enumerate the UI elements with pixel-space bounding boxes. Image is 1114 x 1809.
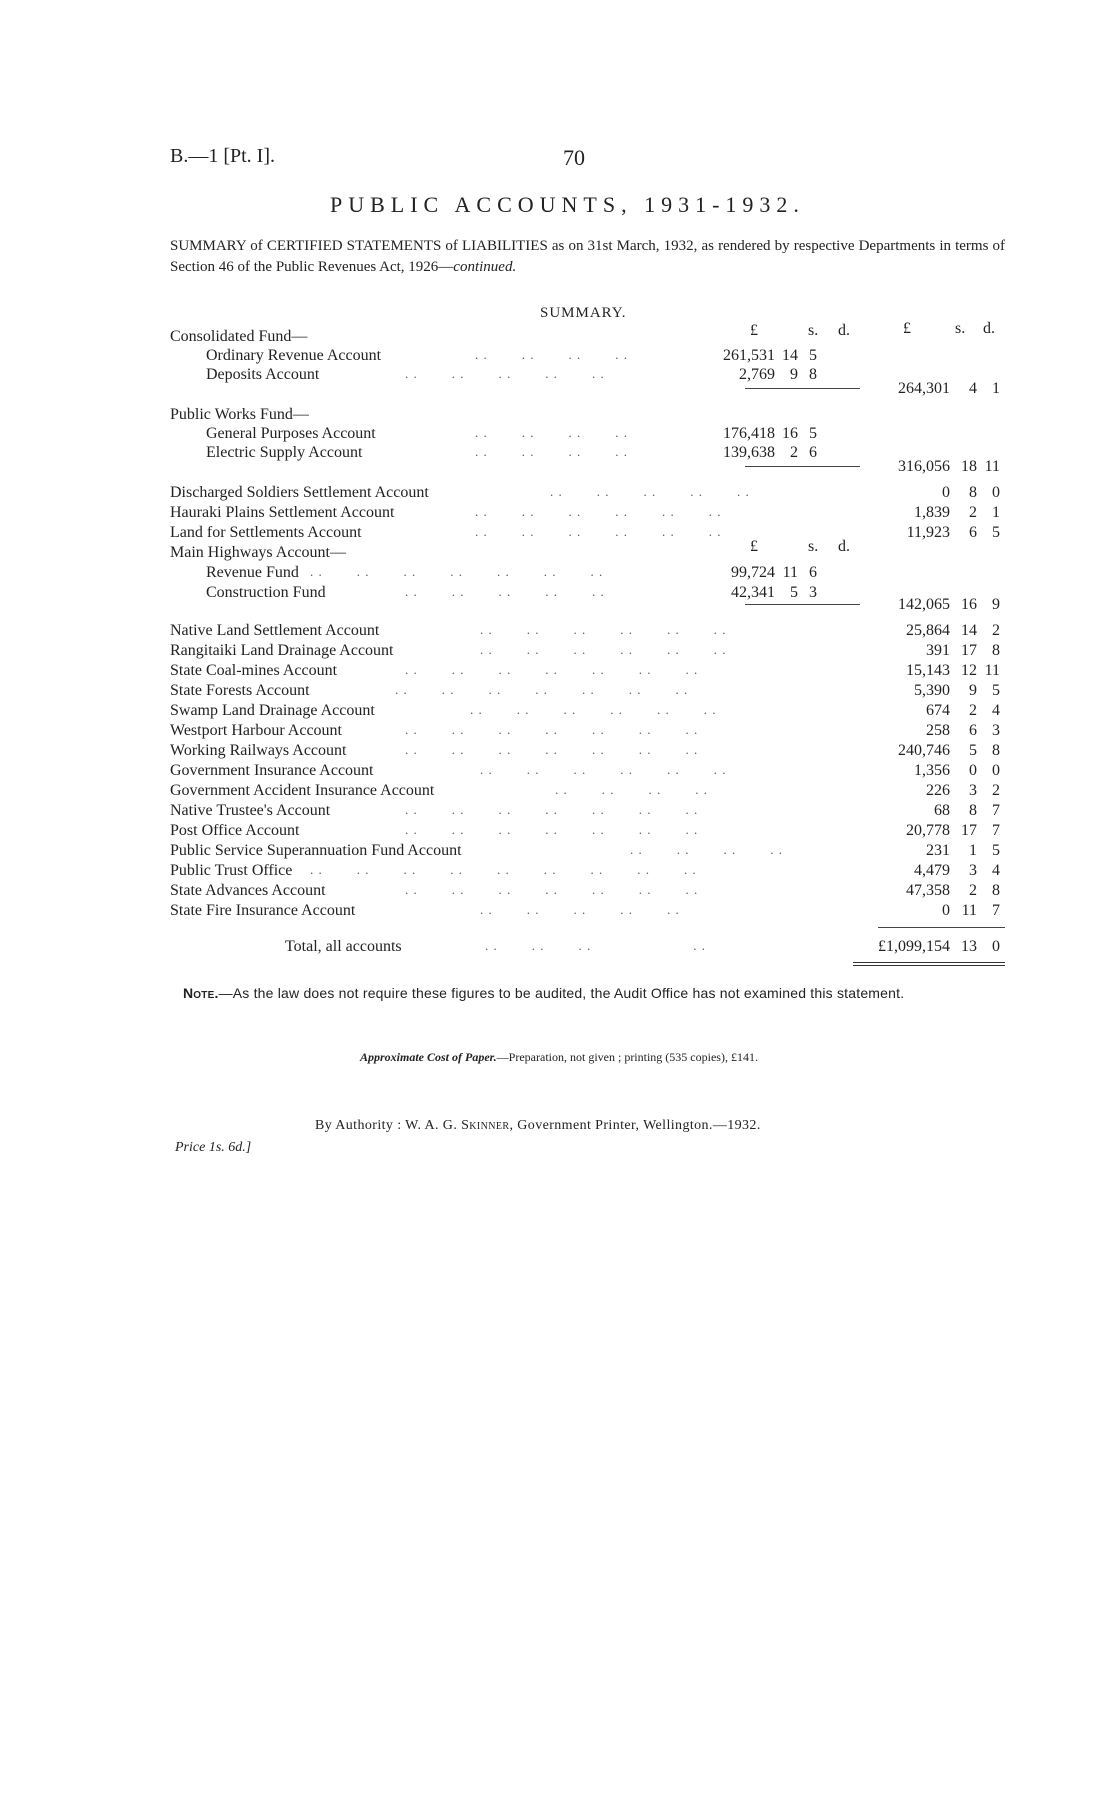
- leader-dots: . . . . . . . .: [555, 782, 708, 797]
- row-label: General Purposes Account: [206, 425, 376, 442]
- total-shillings: 18: [961, 458, 977, 475]
- authority-pre: By Authority : W. A. G.: [315, 1118, 462, 1133]
- value-shillings: 2: [969, 702, 977, 719]
- total-pounds: 142,065: [898, 596, 950, 613]
- value-pence: 0: [992, 762, 1000, 779]
- double-rule-bottom: [853, 965, 1005, 966]
- total-shillings: 16: [961, 596, 977, 613]
- value-pence: 7: [992, 802, 1000, 819]
- value-pence: 7: [992, 822, 1000, 839]
- leader-dots: . . . . . . . .: [630, 842, 783, 857]
- leader-dots: . . . . . . . . . . . .: [480, 622, 727, 637]
- value-pence: 3: [809, 584, 817, 601]
- col-head-pound-1: £: [750, 322, 758, 339]
- row-label: Electric Supply Account: [206, 444, 363, 461]
- row-label: Government Accident Insurance Account: [170, 782, 435, 799]
- double-rule-top: [853, 962, 1005, 963]
- value-pounds: 5,390: [914, 682, 950, 699]
- value-pounds: 11,923: [906, 524, 950, 541]
- value-shillings: 9: [790, 366, 798, 383]
- note-lead: Note.: [183, 985, 219, 1001]
- row-label: Ordinary Revenue Account: [206, 347, 382, 364]
- leader-dots: . . . . . . . .: [475, 425, 628, 440]
- row-label: Westport Harbour Account: [170, 722, 342, 739]
- value-shillings: 3: [969, 782, 977, 799]
- leader-dots: . . . . . . . . . . . . . .: [405, 802, 699, 817]
- value-shillings: 6: [969, 722, 977, 739]
- table-row: [170, 347, 1005, 367]
- table-row: [170, 742, 1005, 762]
- value-pounds: 99,724: [731, 564, 775, 581]
- value-pounds: 42,341: [731, 584, 775, 601]
- value-shillings: 14: [961, 622, 977, 639]
- leader-dots: . . . . . . . . . . . . . . . . . .: [310, 862, 697, 877]
- value-pence: 3: [992, 722, 1000, 739]
- value-pounds: 2,769: [739, 366, 775, 383]
- audit-note: [183, 985, 904, 1001]
- col-head-s-3: s.: [808, 538, 819, 555]
- value-shillings: 8: [969, 802, 977, 819]
- value-pence: 2: [992, 622, 1000, 639]
- value-pence: 5: [809, 347, 817, 364]
- group-heading: Consolidated Fund—: [170, 328, 308, 345]
- value-pounds: 1,839: [914, 504, 950, 521]
- value-pounds: 0: [942, 484, 950, 501]
- value-pounds: 261,531: [723, 347, 775, 364]
- value-shillings: 12: [961, 662, 977, 679]
- table-row: [170, 484, 1005, 504]
- value-pence: 0: [992, 484, 1000, 501]
- table-row: [170, 862, 1005, 882]
- value-pence: 4: [992, 702, 1000, 719]
- row-label: Working Railways Account: [170, 742, 347, 759]
- value-pence: 8: [992, 882, 1000, 899]
- leader-dots: . . . . . . . . . . . .: [480, 762, 727, 777]
- value-shillings: 16: [782, 425, 798, 442]
- group-heading: Public Works Fund—: [170, 406, 309, 423]
- total-pence: 11: [984, 458, 1000, 475]
- table-row: [170, 762, 1005, 782]
- grand-total-pence: 0: [992, 938, 1000, 955]
- price: Price 1s. 6d.]: [175, 1140, 252, 1155]
- value-pence: 11: [984, 662, 1000, 679]
- leader-dots: . . . . . . . . . . . .: [475, 524, 722, 539]
- value-pence: 6: [809, 444, 817, 461]
- value-shillings: 17: [961, 822, 977, 839]
- value-pence: 5: [992, 842, 1000, 859]
- table-row: [170, 425, 1005, 445]
- table-row: [170, 702, 1005, 722]
- table-row: [170, 782, 1005, 802]
- table-row: [170, 682, 1005, 702]
- value-shillings: 8: [969, 484, 977, 501]
- row-label: Land for Settlements Account: [170, 524, 362, 541]
- intro-paragraph: [170, 236, 1005, 278]
- value-pence: 8: [809, 366, 817, 383]
- intro-continued: continued.: [453, 259, 517, 275]
- leader-dots: . . . . . . . . . .: [550, 484, 750, 499]
- value-pounds: 20,778: [906, 822, 950, 839]
- col-head-pound-2: £: [903, 320, 911, 337]
- value-shillings: 5: [969, 742, 977, 759]
- leader-dots: . . . . . . . .: [475, 444, 628, 459]
- row-label: Rangitaiki Land Drainage Account: [170, 642, 394, 659]
- value-shillings: 11: [782, 564, 798, 581]
- total-pounds: 264,301: [898, 380, 950, 397]
- table-row: [170, 406, 1005, 426]
- row-label: Discharged Soldiers Settlement Account: [170, 484, 429, 501]
- value-pounds: 47,358: [906, 882, 950, 899]
- table-row: [170, 842, 1005, 862]
- col-head-d-3: d.: [838, 538, 850, 555]
- table-row: [170, 564, 1005, 584]
- row-label: Revenue Fund: [206, 564, 299, 581]
- cost-text: —Preparation, not given ; printing (535 copies), £141.: [496, 1050, 758, 1064]
- value-pounds: 226: [926, 782, 950, 799]
- leader-dots: . . . . . . . . . . . . . .: [405, 882, 699, 897]
- table-row: [170, 524, 1005, 544]
- value-pounds: 1,356: [914, 762, 950, 779]
- authority-post: , Government Printer, Wellington.—1932.: [509, 1118, 761, 1133]
- value-pounds: 0: [942, 902, 950, 919]
- value-pence: 7: [992, 902, 1000, 919]
- row-label: Public Trust Office: [170, 862, 293, 879]
- leader-dots: . . . . . . . . . .: [405, 584, 605, 599]
- table-row: [170, 822, 1005, 842]
- value-pence: 1: [992, 504, 1000, 521]
- leader-dots: . . . . . . . .: [485, 938, 706, 953]
- intro-text: of CERTIFIED STATEMENTS of LIABILITIES as on 31st March, 1932, as rendered by respective Departments in terms of Section 46 of the Public Revenues Act, 1926—: [170, 238, 1005, 275]
- printer-name: Skinner: [461, 1118, 510, 1133]
- value-pounds: 391: [926, 642, 950, 659]
- value-pounds: 176,418: [723, 425, 775, 442]
- value-pounds: 25,864: [906, 622, 950, 639]
- table-row: [170, 642, 1005, 662]
- value-pence: 5: [992, 524, 1000, 541]
- total-pence: 9: [992, 596, 1000, 613]
- grand-total-shillings: 13: [961, 938, 977, 955]
- value-shillings: 17: [961, 642, 977, 659]
- col-head-pound-3: £: [750, 538, 758, 555]
- value-pence: 8: [992, 642, 1000, 659]
- page-number: 70: [563, 145, 585, 170]
- row-label: Post Office Account: [170, 822, 300, 839]
- leader-dots: . . . . . . . . . .: [480, 902, 680, 917]
- table-row: [170, 882, 1005, 902]
- row-label: Hauraki Plains Settlement Account: [170, 504, 395, 521]
- row-label: State Forests Account: [170, 682, 310, 699]
- document-reference: B.—1 [Pt. I].: [170, 145, 275, 167]
- grand-total-pounds: £1,099,154: [878, 938, 950, 955]
- value-pounds: 231: [926, 842, 950, 859]
- value-pounds: 68: [934, 802, 950, 819]
- col-head-d-2: d.: [983, 320, 995, 337]
- row-label: Construction Fund: [206, 584, 326, 601]
- value-pounds: 240,746: [898, 742, 950, 759]
- row-label: Government Insurance Account: [170, 762, 374, 779]
- note-text: —As the law does not require these figures to be audited, the Audit Office has not examined this statement.: [218, 985, 905, 1001]
- total-shillings: 4: [969, 380, 977, 397]
- row-label: Native Trustee's Account: [170, 802, 331, 819]
- value-shillings: 3: [969, 862, 977, 879]
- total-rule: [878, 927, 1005, 928]
- value-pence: 5: [809, 425, 817, 442]
- table-row: [170, 662, 1005, 682]
- leader-dots: . . . . . . . . . .: [405, 366, 605, 381]
- leader-dots: . . . . . . . . . . . .: [475, 504, 722, 519]
- value-pence: 4: [992, 862, 1000, 879]
- table-row: [170, 544, 1005, 564]
- value-pounds: 674: [926, 702, 950, 719]
- value-pounds: 15,143: [906, 662, 950, 679]
- total-pounds: 316,056: [898, 458, 950, 475]
- authority-line: [315, 1118, 761, 1134]
- table-row: [170, 380, 1005, 400]
- value-shillings: 9: [969, 682, 977, 699]
- cost-lead: Approximate Cost of Paper.: [360, 1050, 497, 1064]
- page-title: PUBLIC ACCOUNTS, 1931-1932.: [330, 192, 805, 217]
- summary-heading: SUMMARY.: [540, 305, 627, 321]
- leader-dots: . . . . . . . . . . . . . .: [395, 682, 689, 697]
- table-row: [170, 504, 1005, 524]
- value-pounds: 139,638: [723, 444, 775, 461]
- table-row: [170, 596, 1005, 616]
- table-row: [170, 902, 1005, 922]
- row-label: Public Service Superannuation Fund Account: [170, 842, 462, 859]
- col-head-s-1: s.: [808, 322, 819, 339]
- table-row: [170, 802, 1005, 822]
- leader-dots: . . . . . . . . . . . .: [480, 642, 727, 657]
- intro-prefix: SUMMARY: [170, 238, 247, 254]
- row-label: Deposits Account: [206, 366, 320, 383]
- total-label: Total, all accounts: [285, 938, 402, 955]
- table-row: [170, 458, 1005, 478]
- row-label: Swamp Land Drainage Account: [170, 702, 375, 719]
- leader-dots: . . . . . . . . . . . . . .: [405, 822, 699, 837]
- leader-dots: . . . . . . . . . . . . . .: [405, 742, 699, 757]
- value-shillings: 6: [969, 524, 977, 541]
- total-pence: 1: [992, 380, 1000, 397]
- row-label: State Coal-mines Account: [170, 662, 338, 679]
- value-shillings: 2: [969, 504, 977, 521]
- value-shillings: 0: [969, 762, 977, 779]
- group-heading: Main Highways Account—: [170, 544, 346, 561]
- col-head-s-2: s.: [955, 320, 966, 337]
- leader-dots: . . . . . . . . . . . .: [470, 702, 717, 717]
- table-row-total: [170, 938, 1005, 958]
- value-shillings: 2: [969, 882, 977, 899]
- table-row: [170, 622, 1005, 642]
- cost-of-paper: [360, 1050, 758, 1065]
- value-shillings: 14: [782, 347, 798, 364]
- value-pence: 5: [992, 682, 1000, 699]
- value-pence: 2: [992, 782, 1000, 799]
- leader-dots: . . . . . . . . . . . . . .: [405, 722, 699, 737]
- leader-dots: . . . . . . . .: [475, 347, 628, 362]
- leader-dots: . . . . . . . . . . . . . .: [310, 564, 604, 579]
- row-label: State Fire Insurance Account: [170, 902, 356, 919]
- row-label: Native Land Settlement Account: [170, 622, 380, 639]
- value-pounds: 258: [926, 722, 950, 739]
- value-pence: 6: [809, 564, 817, 581]
- value-shillings: 1: [969, 842, 977, 859]
- row-label: State Advances Account: [170, 882, 326, 899]
- value-shillings: 2: [790, 444, 798, 461]
- value-shillings: 11: [961, 902, 977, 919]
- value-pounds: 4,479: [914, 862, 950, 879]
- leader-dots: . . . . . . . . . . . . . .: [405, 662, 699, 677]
- table-row: [170, 328, 1005, 348]
- col-head-d-1: d.: [838, 322, 850, 339]
- value-shillings: 5: [790, 584, 798, 601]
- table-row: [170, 722, 1005, 742]
- value-pence: 8: [992, 742, 1000, 759]
